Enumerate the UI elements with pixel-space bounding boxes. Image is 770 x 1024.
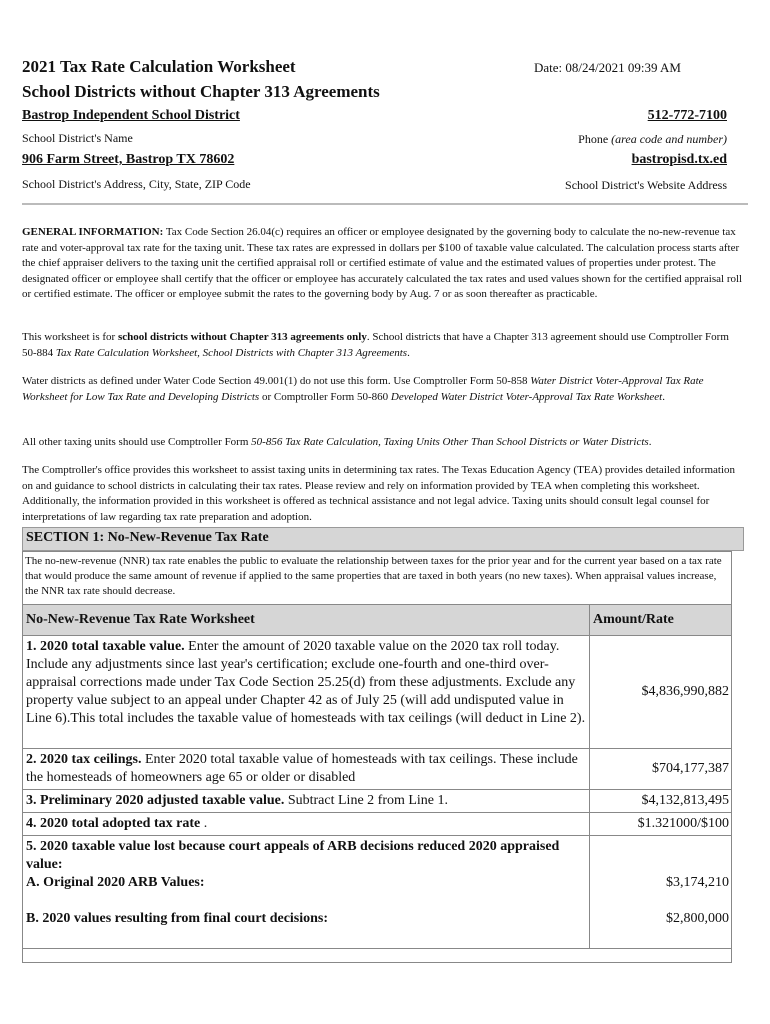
section-1-intro: The no-new-revenue (NNR) tax rate enables the public to evaluate the relationship between taxes for the prior year and for the current year based on a tax rate that would produce the same amount of revenue if applied to the same properties that are taxed in both years (no new taxes). When appraisal values increase, the NNR tax rate should decrease. (25, 555, 722, 597)
table-row (23, 749, 732, 790)
line-5-label: 5. 2020 taxable value lost because court appeals of ARB decisions reduced 2020 appraised value: (26, 839, 560, 872)
district-name-caption: School District's Name (22, 131, 133, 145)
worksheet-column-amount: Amount/Rate (590, 605, 732, 636)
line-5-amounts (590, 836, 732, 949)
district-address: 906 Farm Street, Bastrop TX 78602 (22, 152, 235, 167)
line-5b-label: B. 2020 values resulting from final court decisions: (26, 911, 329, 926)
line-5a-amount: $3,174,210 (666, 875, 729, 890)
line-2-amount: $704,177,387 (590, 749, 732, 790)
table-row (23, 836, 732, 949)
general-information: GENERAL INFORMATION: Tax Code Section 26.04(c) requires an officer or employee designated by the governing body to calculate the no-new-revenue tax rate and voter-approval tax rate for the taxing unit. These tax rates are expressed in dollars per $100 of taxable value calculated. The calculation process starts after the chief appraiser delivers to the taxing unit the certified appraisal roll or certified estimate of value and the estimated values of properties under protest. The designated officer or employee shall certify that the officer or employee has accurately calculated the tax rates and used values shown for the certified appraisal roll or certified estimate. The officer or employee submit the rates to the governing body by Aug. 7 or as soon thereafter as practicable. (22, 226, 743, 300)
line-3-description: 3. Preliminary 2020 adjusted taxable value. Subtract Line 2 from Line 1. (23, 790, 590, 813)
water-districts-paragraph: Water districts as defined under Water Code Section 49.001(1) do not use this form. Use Comptroller Form 50-858 Water District Voter-Approval Tax Rate Worksheet for Low Tax Rate and Developing Districts or Comptroller Form 50-860 Developed Water District Voter-Approval Tax Rate Worksheet. (22, 375, 704, 403)
form-title: 2021 Tax Rate Calculation Worksheet (22, 57, 296, 76)
line-4-description: 4. 2020 total adopted tax rate . (23, 813, 590, 836)
line-5-description (23, 836, 590, 949)
line-4-amount: $1.321000/$100 (590, 813, 732, 836)
district-website: bastropisd.tx.ed (631, 152, 727, 167)
district-phone-caption: Phone (area code and number) (578, 132, 727, 146)
line-2-description: 2. 2020 tax ceilings. Enter 2020 total taxable value of homesteads with tax ceilings. These include the homesteads of homeowners age 65 or older or disabled (23, 749, 590, 790)
line-3-amount: $4,132,813,495 (590, 790, 732, 813)
worksheet-column-label: No-New-Revenue Tax Rate Worksheet (23, 605, 590, 636)
line-5a-label: A. Original 2020 ARB Values: (26, 875, 205, 890)
district-name: Bastrop Independent School District (22, 108, 240, 123)
district-phone: 512-772-7100 (647, 108, 727, 123)
line-1-description: 1. 2020 total taxable value. Enter the amount of 2020 taxable value on the 2020 tax roll today. Include any adjustments since last year's certification; exclude one-fourth and one-third over-appraisal corrections made under Tax Code Section 25.25(d) from these adjustments. Exclude any property value subject to an appeal under Chapter 42 as of July 25 (will add undisputed value in Line 6).This total includes the taxable value of homesteads with tax ceilings (will deduct in Line 2). (23, 636, 590, 749)
worksheet-header-row (23, 605, 732, 636)
line-5b-amount: $2,800,000 (666, 911, 729, 926)
table-row (23, 636, 732, 749)
table-row (23, 790, 732, 813)
form-date: Date: 08/24/2021 09:39 AM (534, 60, 681, 75)
nnr-worksheet-table (22, 604, 732, 949)
other-units-paragraph: All other taxing units should use Comptroller Form 50-856 Tax Rate Calculation, Taxing Units Other Than School Districts or Water Districts. (22, 436, 652, 448)
comptroller-paragraph: The Comptroller's office provides this worksheet to assist taxing units in determining tax rates. The Texas Education Agency (TEA) provides detailed information on and guidance to school districts in calculating their tax rates. Please review and rely on information provided by TEA when completing this worksheet. Additionally, the information provided in this worksheet is offered as technical assistance and not legal advice. Taxing units should consult legal counsel for interpretations of law regarding tax rate preparation and adoption. (22, 464, 735, 523)
line-1-amount: $4,836,990,882 (590, 636, 732, 749)
form-subtitle: School Districts without Chapter 313 Agreements (22, 82, 380, 101)
header-divider (22, 203, 748, 205)
table-row (23, 813, 732, 836)
section-1-header: SECTION 1: No-New-Revenue Tax Rate (22, 527, 744, 551)
district-website-caption: School District's Website Address (565, 178, 727, 192)
district-address-caption: School District's Address, City, State, ZIP Code (22, 177, 251, 191)
worksheet-scope-paragraph: This worksheet is for school districts without Chapter 313 agreements only. School districts that have a Chapter 313 agreement should use Comptroller Form 50-884 Tax Rate Calculation Worksheet, School Districts with Chapter 313 Agreements. (22, 331, 729, 359)
